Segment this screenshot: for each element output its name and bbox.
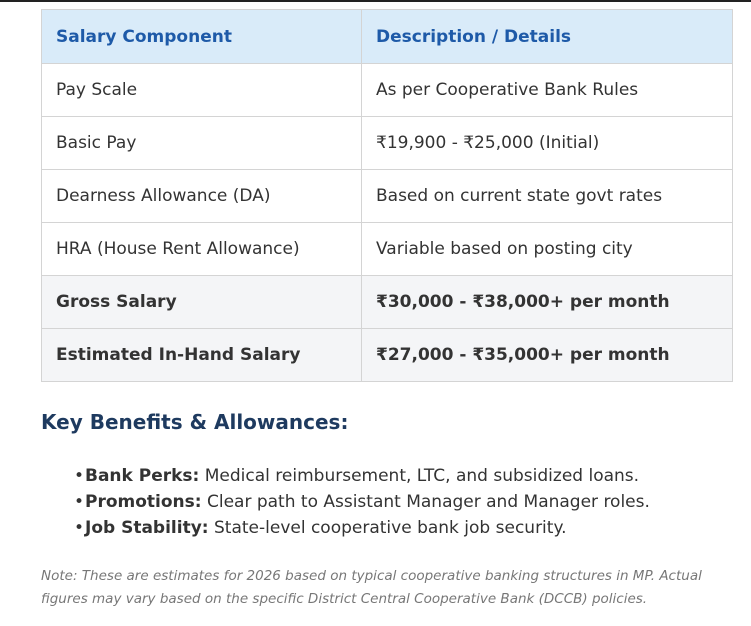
list-item <box>74 515 650 541</box>
benefit-text: State-level cooperative bank job security. <box>208 518 567 538</box>
benefit-text: Clear path to Assistant Manager and Manager roles. <box>201 492 650 512</box>
table-row <box>42 117 733 170</box>
benefit-term: Promotions: <box>85 492 202 512</box>
cell-details: Based on current state govt rates <box>362 170 733 223</box>
cell-details: As per Cooperative Bank Rules <box>362 64 733 117</box>
benefit-term: Job Stability: <box>85 518 209 538</box>
benefit-term: Bank Perks: <box>85 466 200 486</box>
table-header-row <box>42 10 733 64</box>
table-row-gross-salary <box>42 276 733 329</box>
benefits-heading: Key Benefits & Allowances: <box>41 410 349 434</box>
cell-component: Basic Pay <box>42 117 362 170</box>
table-row <box>42 223 733 276</box>
benefits-list <box>74 463 650 541</box>
cell-details: ₹19,900 - ₹25,000 (Initial) <box>362 117 733 170</box>
cell-component: Estimated In-Hand Salary <box>42 329 362 382</box>
cell-details: ₹27,000 - ₹35,000+ per month <box>362 329 733 382</box>
cell-component: Dearness Allowance (DA) <box>42 170 362 223</box>
table-row <box>42 170 733 223</box>
list-item <box>74 489 650 515</box>
benefit-text: Medical reimbursement, LTC, and subsidized loans. <box>199 466 640 486</box>
table-row <box>42 64 733 117</box>
cell-component: Gross Salary <box>42 276 362 329</box>
table-row-in-hand-salary <box>42 329 733 382</box>
cell-details: Variable based on posting city <box>362 223 733 276</box>
disclaimer-note: Note: These are estimates for 2026 based on typical cooperative banking structures in MP. Actual figures may vary based on the specific District Central Cooperative Bank (DCCB) policies. <box>41 568 702 607</box>
cell-details: ₹30,000 - ₹38,000+ per month <box>362 276 733 329</box>
header-salary-component: Salary Component <box>42 10 362 64</box>
top-divider <box>0 0 751 2</box>
list-item <box>74 463 650 489</box>
cell-component: HRA (House Rent Allowance) <box>42 223 362 276</box>
cell-component: Pay Scale <box>42 64 362 117</box>
header-description-details: Description / Details <box>362 10 733 64</box>
salary-table <box>41 9 733 382</box>
